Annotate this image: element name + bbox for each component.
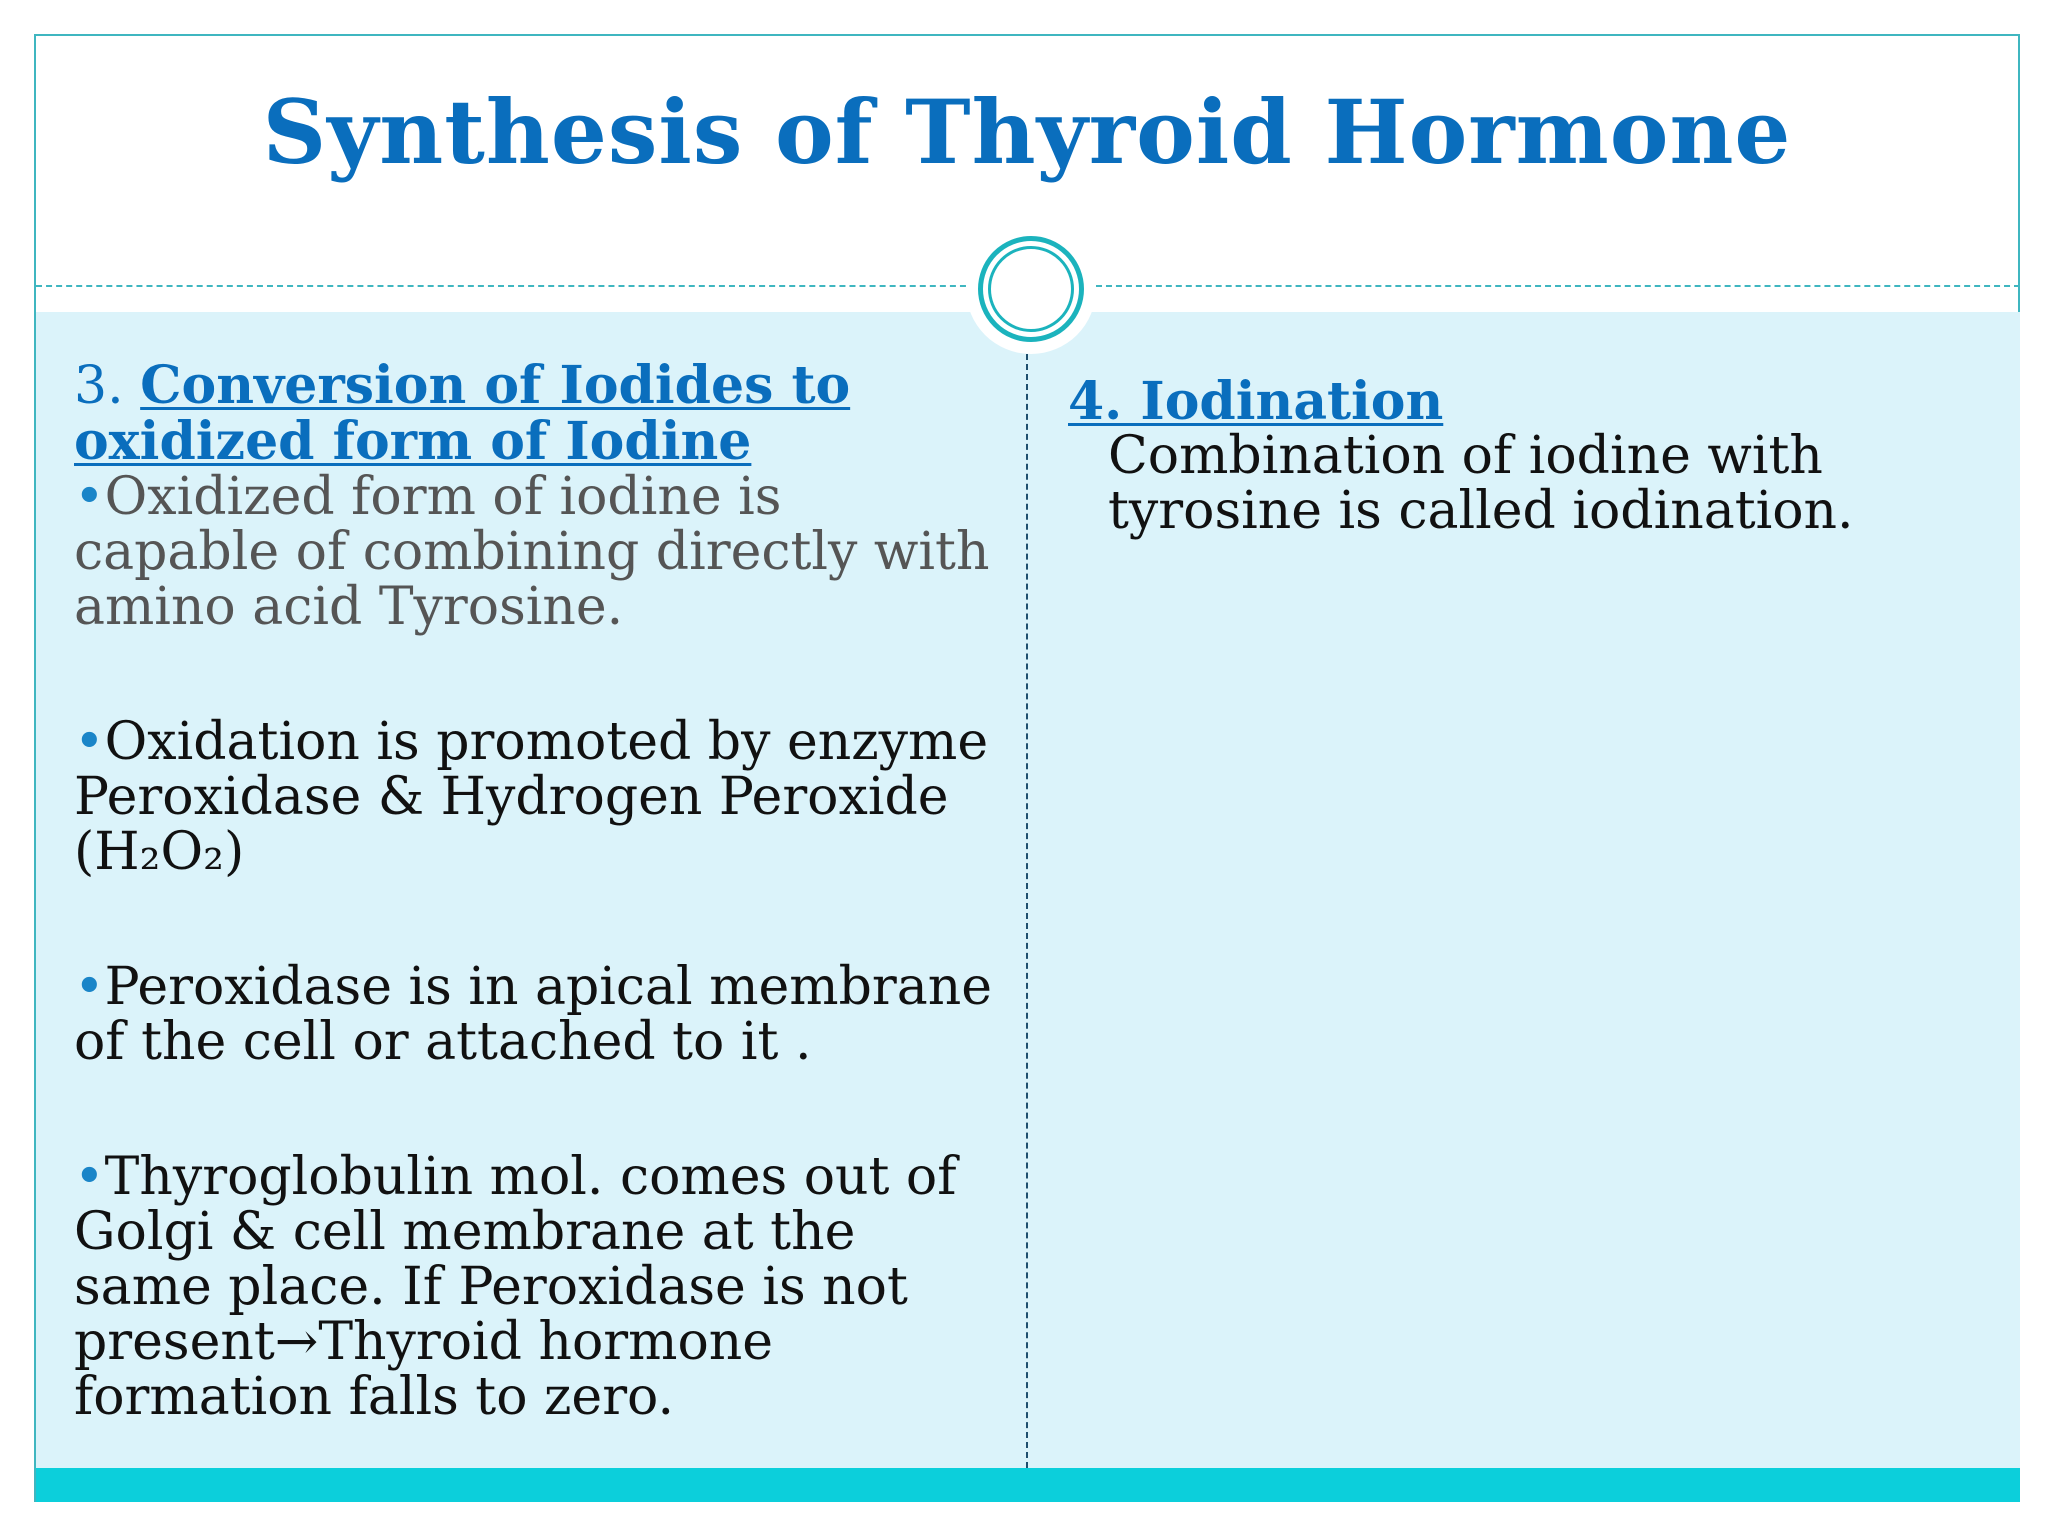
bullet-text: Oxidized form of iodine is capable of combining directly with amino acid Tyrosine. — [74, 467, 990, 637]
left-heading-text: Conversion of Iodides to oxidized form of Iodine — [74, 355, 851, 472]
bullet-text: Thyroglobulin mol. comes out of Golgi & cell membrane at the same place. If Peroxidase is not present→Thyroid hormone formation falls to zero. — [74, 1147, 957, 1427]
bullet-item — [74, 712, 994, 882]
bullet-item — [74, 1147, 994, 1427]
bullet-icon: • — [74, 957, 105, 1017]
bullet-icon: • — [74, 467, 105, 527]
right-body-text: Combination of iodine with tyrosine is called iodination. — [1108, 426, 1854, 541]
slide-frame — [34, 34, 2020, 1502]
bullet-text: Oxidation is promoted by enzyme Peroxidase & Hydrogen Peroxide (H₂O₂) — [74, 712, 989, 882]
circle-ornament-inner-icon — [988, 246, 1074, 332]
header-divider-right — [1096, 285, 2020, 287]
column-divider — [1026, 354, 1028, 1468]
right-column — [1068, 371, 1988, 541]
bottom-bar — [36, 1468, 2020, 1502]
bullet-item — [74, 467, 994, 637]
bullet-text: Peroxidase is in apical membrane of the cell or attached to it . — [74, 957, 992, 1072]
bullet-icon: • — [74, 1147, 105, 1207]
bullet-item — [74, 957, 994, 1072]
left-heading-number: 3. — [74, 356, 141, 416]
left-column — [74, 355, 994, 1427]
left-heading — [74, 355, 994, 472]
right-heading: 4. Iodination — [1068, 371, 1444, 432]
header-divider-left — [36, 285, 976, 287]
slide-title: Synthesis of Thyroid Hormone — [262, 80, 1792, 184]
bullet-icon: • — [74, 712, 105, 772]
